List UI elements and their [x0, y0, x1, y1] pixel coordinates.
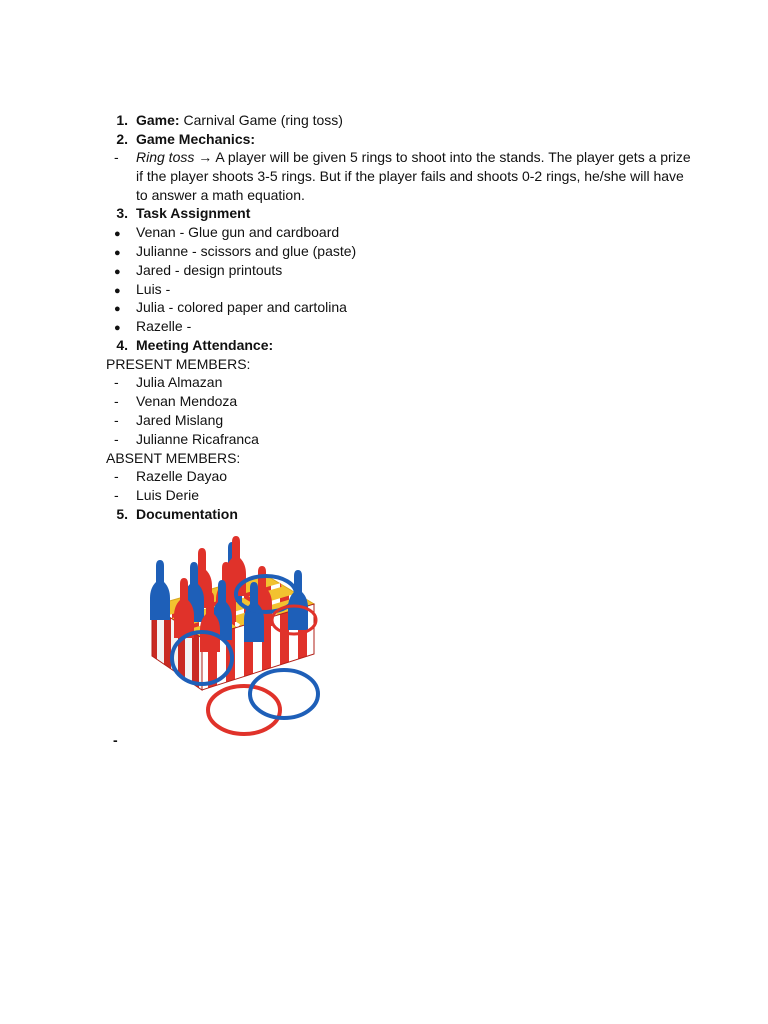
member-name: Venan Mendoza	[136, 393, 238, 409]
list-item	[106, 261, 282, 280]
section-number: 5.	[116, 506, 128, 522]
bullet: ●	[114, 322, 121, 334]
mechanics-term: Ring toss	[136, 149, 195, 165]
list-item	[106, 317, 191, 336]
section-label: Game:	[136, 112, 180, 128]
list-dash: -	[114, 412, 119, 428]
section-attendance	[106, 336, 273, 355]
section-label: Task Assignment	[136, 205, 251, 221]
list-item	[106, 467, 227, 486]
list-dash: -	[114, 431, 119, 447]
member-name: Jared Mislang	[136, 412, 224, 428]
list-dash: -	[114, 468, 119, 484]
member-name: Julianne Ricafranca	[136, 431, 259, 447]
bullet: ●	[114, 285, 121, 297]
arrow: →	[194, 149, 216, 165]
list-dash: -	[114, 393, 119, 409]
bullet: ●	[114, 247, 121, 259]
list-item	[106, 280, 170, 299]
member-name: Razelle Dayao	[136, 468, 228, 484]
task-text: Julia - colored paper and cartolina	[136, 299, 347, 315]
list-dash: -	[113, 732, 118, 748]
ring-toss-game-image	[136, 534, 344, 740]
list-item	[106, 392, 237, 411]
section-number: 1.	[116, 112, 128, 128]
list-item	[106, 411, 223, 430]
game-name: Carnival Game (ring toss)	[179, 112, 343, 128]
absent-members-label: ABSENT MEMBERS:	[106, 450, 241, 466]
section-mechanics	[106, 130, 255, 149]
section-label: Meeting Attendance:	[136, 337, 274, 353]
section-game	[106, 111, 343, 130]
list-item	[106, 298, 347, 317]
list-dash: -	[114, 149, 119, 165]
list-dash: -	[114, 487, 119, 503]
task-text: Venan - Glue gun and cardboard	[136, 224, 340, 240]
section-number: 4.	[116, 337, 128, 353]
section-number: 3.	[116, 205, 128, 221]
bullet: ●	[114, 266, 121, 278]
section-label: Game Mechanics:	[136, 131, 256, 147]
section-number: 2.	[116, 131, 128, 147]
member-name: Luis Derie	[136, 487, 200, 503]
task-text: Razelle -	[136, 318, 192, 334]
member-name: Julia Almazan	[136, 374, 223, 390]
mechanics-description	[136, 148, 696, 205]
list-item	[106, 486, 199, 505]
section-label: Documentation	[136, 506, 238, 522]
task-text: Julianne - scissors and glue (paste)	[136, 243, 357, 259]
present-members-label: PRESENT MEMBERS:	[106, 356, 251, 372]
bullet: ●	[114, 228, 121, 240]
list-item	[106, 242, 356, 261]
section-tasks	[106, 204, 250, 223]
section-documentation	[106, 505, 238, 524]
list-item	[106, 430, 259, 449]
bullet: ●	[114, 303, 121, 315]
list-item	[106, 373, 222, 392]
list-dash: -	[114, 374, 119, 390]
task-text: Luis -	[136, 281, 171, 297]
list-item	[106, 223, 339, 242]
mechanics-text: A player will be given 5 rings to shoot into the stands. The player gets a prize if the player shoots 3-5 rings. But if the player fails and shoots 0-2 rings, he/she will have to answer a math equation.	[136, 149, 691, 203]
task-text: Jared - design printouts	[136, 262, 283, 278]
